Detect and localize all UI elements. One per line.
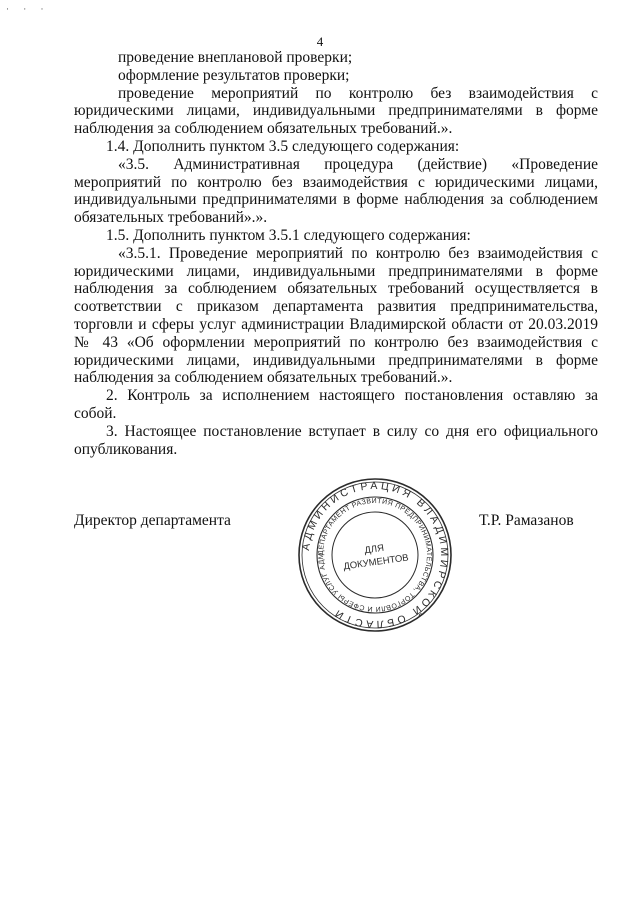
paragraph-control-measures: проведение мероприятий по контролю без взаимодействия с юридическими лицами, индивидуальными предпринимателями в форме наблюдения за соблюдением обязательных требований.». (74, 84, 598, 138)
seal-graphic (296, 476, 454, 634)
page-number: 4 (316, 34, 324, 49)
seal-center-line-1: ДЛЯ (363, 542, 385, 557)
document-body (74, 49, 598, 458)
seal-middle-ring (317, 497, 433, 613)
paragraph-item-1-4: 1.4. Дополнить пунктом 3.5 следующего содержания: (106, 137, 460, 155)
paragraph-unscheduled-inspection: проведение внеплановой проверки; (118, 49, 353, 66)
seal-inner-text: ДЕПАРТАМЕНТ РАЗВИТИЯ ПРЕДПРИНИМАТЕЛЬСТВА, ТОРГОВЛИ И СФЕРЫ УСЛУГ АДМ (317, 497, 433, 613)
paragraph-clause-3-5-1: «3.5.1. Проведение мероприятий по контролю без взаимодействия с юридическими лицами, индивидуальными предпринимателями в форме наблюдения за соблюдением обязательных требований осуществляется в соответствии с приказом департамента развития предпринимательства, торговли и сферы услуг администрации Владимирской области от 20.03.2019 № 43 «Об оформлении мероприятий по контролю без взаимодействия с юридическими лицами, индивидуальными предпринимателями в форме наблюдения за соблюдением обязательных требований.». (74, 244, 598, 387)
signature-name: Т.Р. Рамазанов (479, 512, 574, 529)
seal-outer-text: АДМИНИСТРАЦИЯ ВЛАДИМИРСКОЙ ОБЛАСТИ (300, 479, 451, 631)
seal-center-line-2: ДОКУМЕНТОВ (342, 552, 410, 573)
paragraph-item-1-5: 1.5. Дополнить пунктом 3.5.1 следующего содержания: (106, 226, 471, 244)
paragraph-inspection-results: оформление результатов проверки; (118, 66, 350, 84)
paragraph-clause-3-5: «3.5. Административная процедура (действие) «Проведение мероприятий по контролю без взаимодействия с юридическими лицами, индивидуальными предпринимателями в форме наблюдения за соблюдением обязательных требований».». (74, 155, 598, 227)
signature-title: Директор департамента (74, 512, 231, 529)
paragraph-item-3: 3. Настоящее постановление вступает в силу со дня его официального опубликования. (74, 422, 598, 458)
scan-marks: · · · (6, 4, 50, 14)
paragraph-item-2: 2. Контроль за исполнением настоящего постановления оставляю за собой. (74, 387, 598, 422)
official-seal (296, 476, 454, 634)
